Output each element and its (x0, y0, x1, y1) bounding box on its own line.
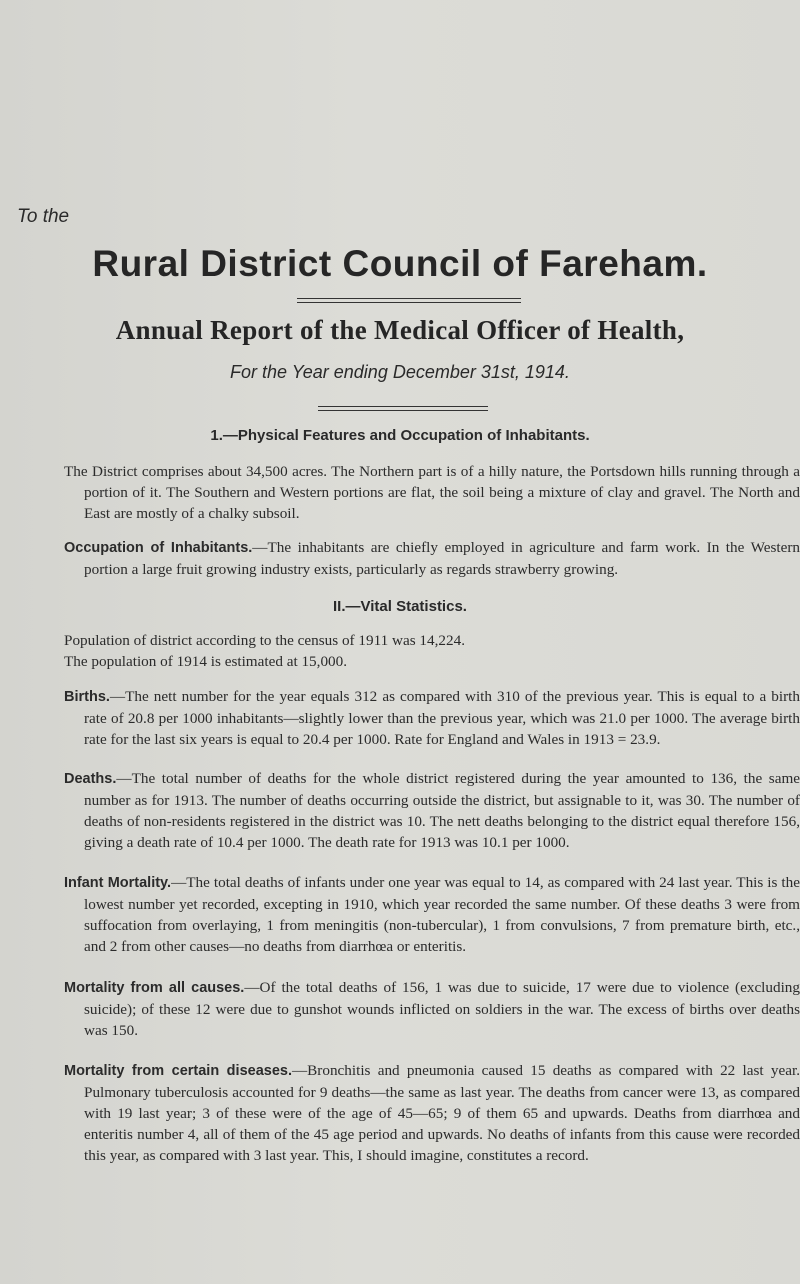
births-lead: Births. (64, 689, 110, 705)
occupation-text: —The inhabitants are chiefly employed in agriculture and farm work. In the Western portion a large fruit growing industry exists, particularly as regards strawberry growing. (84, 539, 800, 578)
infant-mortality-paragraph (64, 872, 800, 957)
section1-intro-text: The District comprises about 34,500 acres. The Northern part is of a hilly nature, the Portsdown hills running through a portion of it. The Southern and Western portions are flat, the soil being a mixture of clay and gravel. The North and East are mostly of a chalky subsoil. (64, 463, 800, 522)
year-rule-top (318, 406, 488, 407)
title-rule-bottom (297, 302, 521, 303)
section1-heading: 1.—Physical Features and Occupation of Inhabitants. (210, 427, 590, 444)
council-title: Rural District Council of Fareham. (92, 243, 708, 284)
report-title: Annual Report of the Medical Officer of Health, (115, 315, 685, 345)
births-text: —The nett number for the year equals 312 as compared with 310 of the previous year. This is equal to a birth rate of 20.8 per 1000 inhabitants—slightly lower than the previous year, which was 21.0 per 1000. The average birth rate for the last six years is equal to 20.4 per 1000. Rate for England and Wales in 1913 = 23.9. (84, 688, 800, 748)
causes-paragraph (64, 977, 800, 1041)
causes-lead: Mortality from all causes. (64, 980, 245, 996)
diseases-lead: Mortality from certain diseases. (64, 1063, 292, 1079)
population-line-2: The population of 1914 is estimated at 15,000. (64, 653, 348, 670)
deaths-text: —The total number of deaths for the whole district registered during the year amounted to 136, the same number as for 1913. The number of deaths occurring outside the district, but assignable to it, was 30. The number of deaths of non-residents registered in the district was 10. The nett deaths belonging to the district equal therefore 156, giving a death rate of 10.4 per 1000. The death rate for 1913 was 10.1 per 1000. (84, 770, 800, 851)
addressee-line: To the (17, 206, 70, 227)
year-rule-bottom (318, 410, 488, 411)
occupation-paragraph (64, 537, 800, 580)
occupation-lead: Occupation of Inhabitants. (64, 540, 253, 556)
section2-heading: II.—Vital Statistics. (333, 598, 467, 615)
deaths-paragraph (64, 768, 800, 853)
diseases-paragraph (64, 1060, 800, 1166)
causes-text: —Of the total deaths of 156, 1 was due to suicide, 17 were due to violence (excluding suicide); of these 12 were due to gunshot wounds inflicted on soldiers in the war. The excess of births over deaths was 150. (84, 979, 800, 1039)
births-paragraph (64, 686, 800, 750)
title-rule-top (297, 298, 521, 299)
infant-mortality-lead: Infant Mortality. (64, 875, 172, 891)
population-line-1: Population of district according to the census of 1911 was 14,224. (64, 632, 465, 649)
year-line: For the Year ending December 31st, 1914. (230, 362, 570, 382)
infant-mortality-text: —The total deaths of infants under one year was equal to 14, as compared with 24 last year. This is the lowest number yet recorded, excepting in 1910, which year recorded the same number. Of these deaths 3 were from suffocation from overlaying, 1 from meningitis (non-tubercular), 1 from convulsions, 7 from premature birth, etc., and 2 from other causes—no deaths from diarrhœa or enteritis. (84, 874, 800, 955)
diseases-text: —Bronchitis and pneumonia caused 15 deaths as compared with 22 last year. Pulmonary tuberculosis accounted for 9 deaths—the same as last year. The deaths from cancer were 13, as compared with 19 last year; 3 of these were of the age of 45—65; 9 of them 65 and upwards. Deaths from diarrhœa and enteritis number 4, all of them of the 45 age period and upwards. No deaths of infants from this cause were recorded this year, as compared with 3 last year. This, I should imagine, constitutes a record. (84, 1062, 800, 1164)
deaths-lead: Deaths. (64, 771, 117, 787)
section1-intro (64, 461, 800, 524)
